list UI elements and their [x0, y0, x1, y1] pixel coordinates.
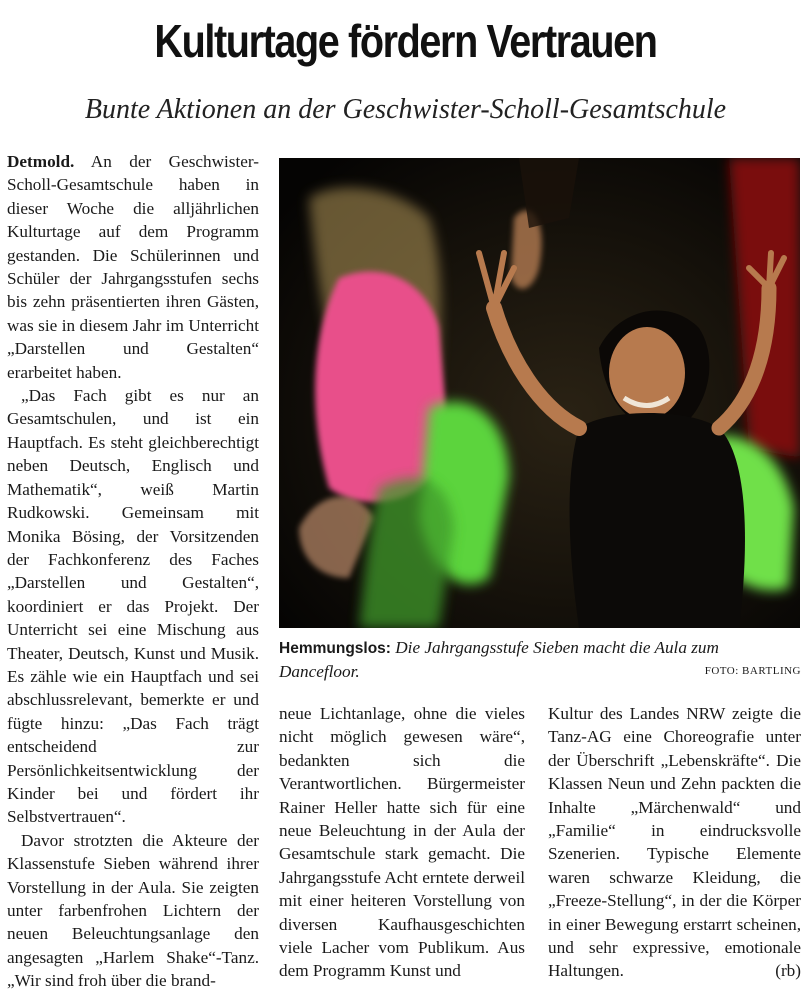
caption-text: Die Jahrgangsstufe Sieben macht die Aula zum Dancefloor. [279, 638, 719, 681]
article-column-2 [279, 702, 525, 983]
dateline: Detmold. [7, 152, 75, 171]
article-column-3 [548, 702, 801, 983]
dancefloor-photo-illustration [279, 158, 800, 628]
author-initials: (rb) [775, 961, 801, 981]
headline: Kulturtage fördern Vertrauen [154, 15, 657, 67]
article-photo [279, 158, 800, 628]
paragraph-5-text: Kultur des Landes NRW zeigte die Tanz-AG eine Choreografie unter der Überschrift „Lebenskräfte“. Die Klassen Neun und Zehn packten die Inhalte „Märchenwald“ und „Familie“ in eindrucksvolle Szenerien. Typische Elemente waren schwarze Kleidung, die „Freeze-Stellung“, in der die Körper in einer Bewegung erstarrt scheinen, und sehr expressive, emotionale Haltungen. [548, 704, 801, 981]
paragraph-2: „Das Fach gibt es nur an Gesamtschulen, und ist ein Hauptfach. Es steht gleichberechtigt neben Deutsch, Englisch und Mathematik“, weiß Martin Rudkowski. Gemeinsam mit Monika Bösing, der Vorsitzenden der Fachkonferenz des Faches „Darstellen und Gestalten“, koordiniert er das Projekt. Der Unterricht sei eine Mischung aus Theater, Deutsch, Kunst und Musik. Es zähle wie ein Hauptfach und sei abschlussrelevant, bemerkte er und fügte hinzu: „Das Fach trägt entscheidend zur Persönlichkeitsentwicklung der Kinder bei und fördert ihr Selbstvertrauen“. [7, 386, 259, 827]
article-column-1 [7, 150, 259, 993]
paragraph-4: neue Lichtanlage, ohne die vieles nicht möglich gewesen wäre“, bedankten sich die Verantwortlichen. Bürgermeister Rainer Heller hatte sich für eine neue Beleuchtung in der Aula der Gesamtschule stark gemacht. Die Jahrgangsstufe Acht erntete derweil mit einer heiteren Vorstellung von diversen Kaufhausgeschichten viele Lacher vom Publikum. Aus dem Programm Kunst und [279, 704, 525, 981]
photo-credit: FOTO: BARTLING [704, 665, 801, 677]
paragraph-5 [548, 702, 801, 983]
subheadline: Bunte Aktionen an der Geschwister-Scholl-Gesamtschule [84, 94, 727, 125]
caption-lead: Hemmungslos: [279, 640, 391, 657]
paragraph-1 [7, 150, 259, 384]
paragraph-3: Davor strotzten die Akteure der Klassenstufe Sieben während ihrer Vorstellung in der Aula. Sie zeigten unter farbenfrohen Lichtern der neuen Beleuchtungsanlage den angesagten „Harlem Shake“-Tanz. „Wir sind froh über die brand- [7, 830, 259, 991]
paragraph-1-text: An der Geschwister-Scholl-Gesamtschule haben in dieser Woche die alljährlichen Kulturtage auf dem Programm gestanden. Die Schülerinnen und Schüler der Jahrgangsstufen sechs bis zehn präsentierten ihren Gästen, was sie in diesem Jahr im Unterricht „Darstellen und Gestalten“ erarbeitet haben. [7, 152, 259, 382]
